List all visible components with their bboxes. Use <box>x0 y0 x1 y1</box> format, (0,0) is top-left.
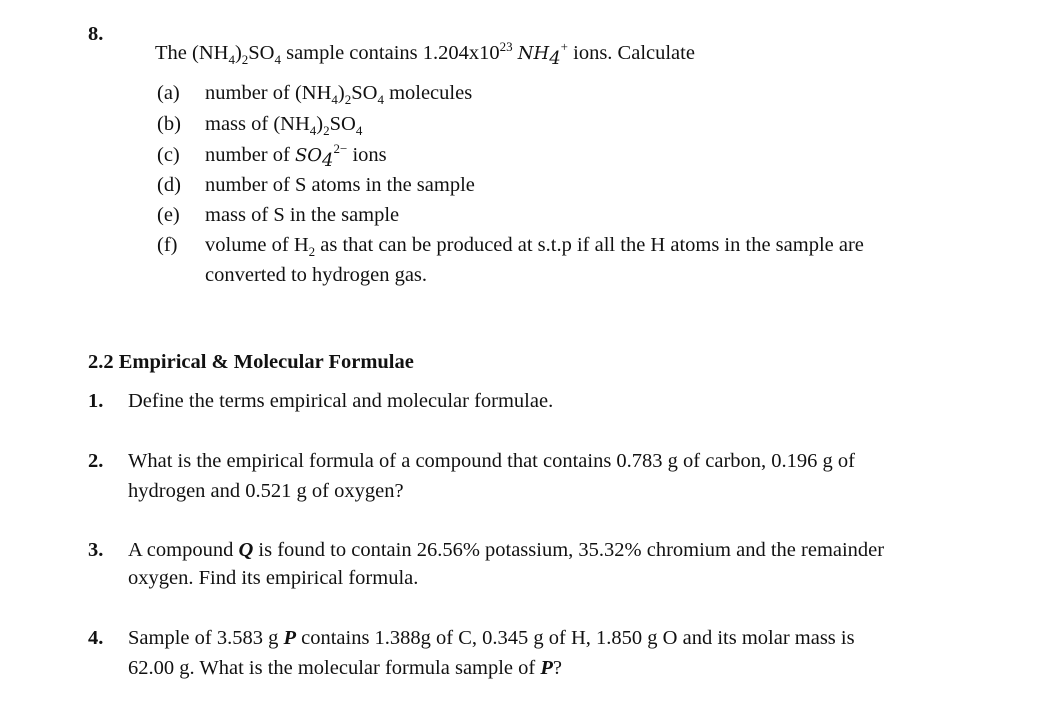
question-1-text: Define the terms empirical and molecular formulae. <box>128 390 554 412</box>
question-8-intro: The $(NH_4)_2SO_4$ sample contains $1.204x10^{23}$ $NH_4^+$ ions. Calculate <box>155 39 695 70</box>
question-2-number: 2. <box>88 450 104 472</box>
question-1-number: 1. <box>88 390 104 412</box>
section-heading: 2.2 Empirical & Molecular Formulae <box>88 351 414 373</box>
question-2-text-line2: hydrogen and 0.521 g of oxygen? <box>128 480 404 502</box>
question-8-number: 8. <box>88 23 104 45</box>
question-4-text: Sample of 3.583 g P contains 1.388g of C, 0.345 g of H, 1.850 g O and its molar mass is <box>128 627 855 649</box>
question-3-text-line2: oxygen. Find its empirical formula. <box>128 567 419 589</box>
question-3-text: A compound Q is found to contain 26.56% potassium, 35.32% chromium and the remainder <box>128 539 885 561</box>
question-4-text-line2: 62.00 g. What is the molecular formula sample of P? <box>128 657 563 679</box>
part-f-line2: converted to hydrogen gas. <box>205 264 428 286</box>
question-2-text: What is the empirical formula of a compound that contains 0.783 g of carbon, 0.196 g of <box>128 450 855 472</box>
question-3-number: 3. <box>88 539 104 561</box>
question-4-number: 4. <box>88 627 104 649</box>
